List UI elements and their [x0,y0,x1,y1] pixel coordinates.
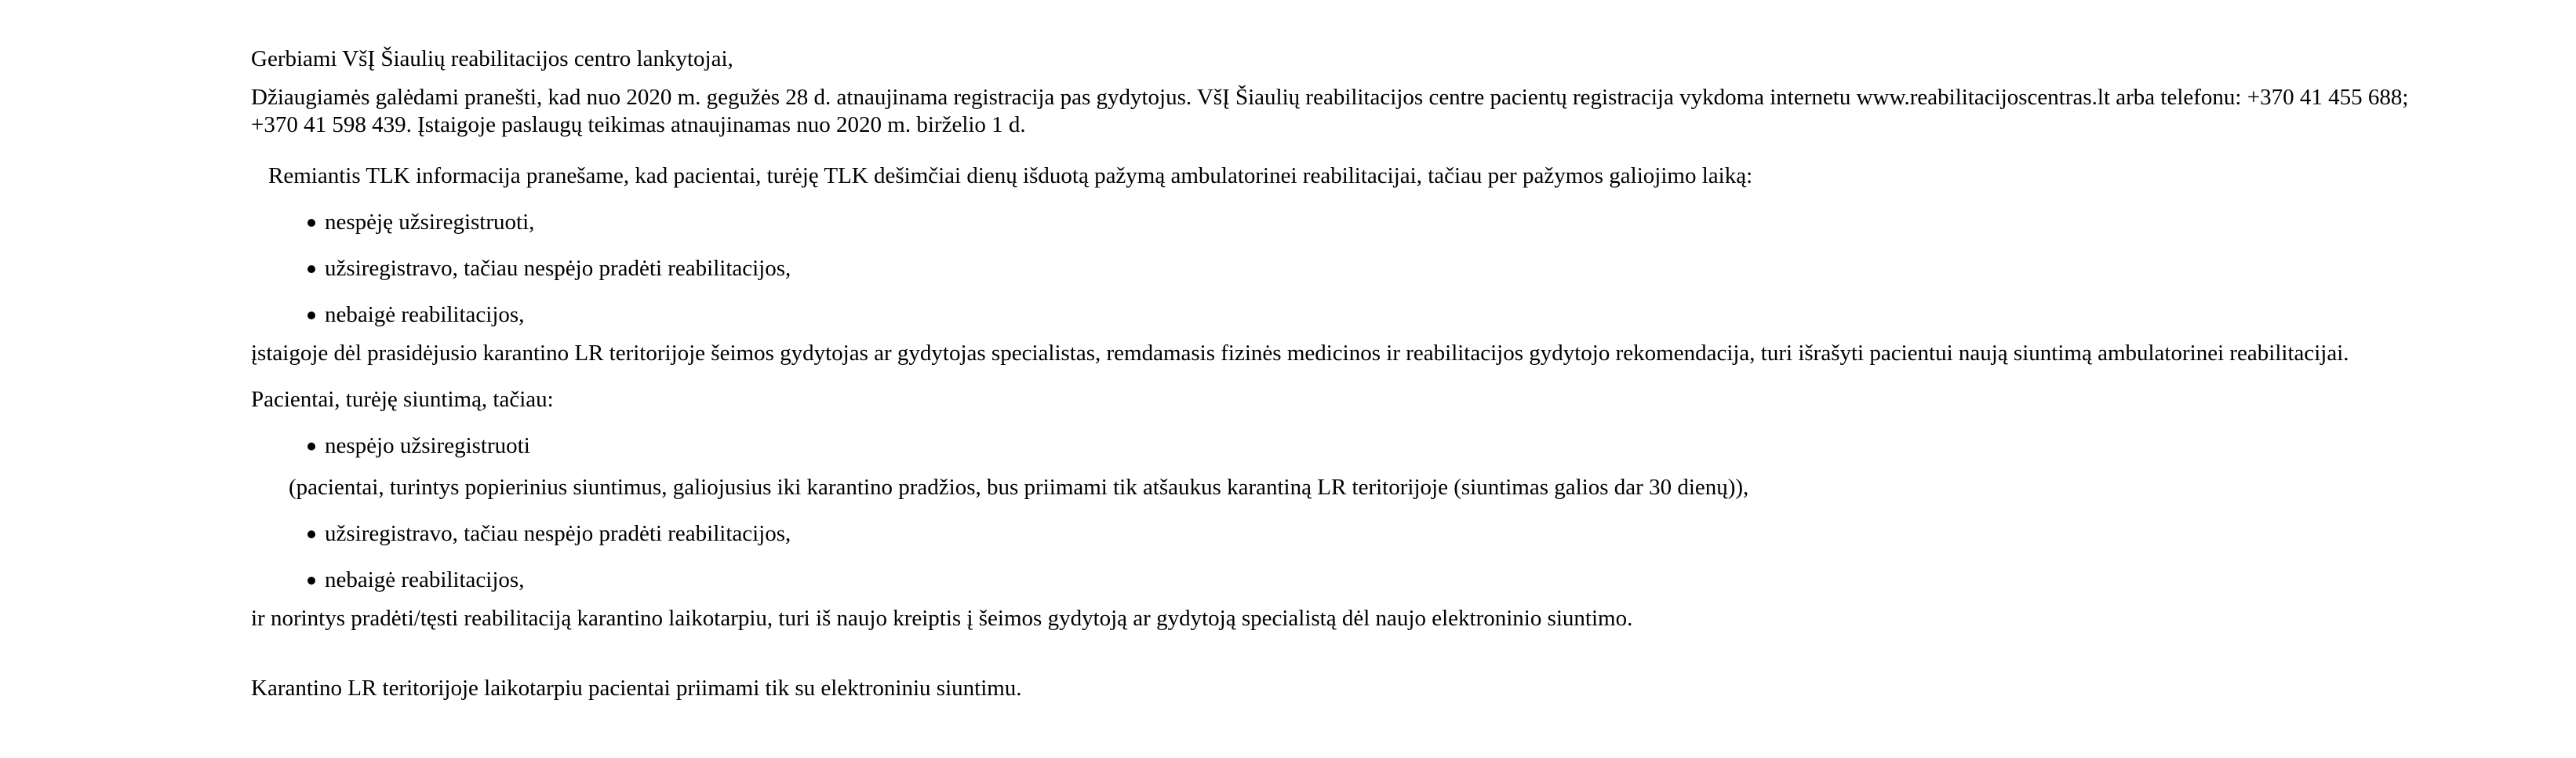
patients-conditions-list-first [251,432,2447,460]
list-item: užsiregistravo, tačiau nespėjo pradėti reabilitacijos, [251,520,2447,548]
list-item: nebaigė reabilitacijos, [251,301,2447,329]
tlk-info-paragraph: Remiantis TLK informacija pranešame, kad pacientai, turėję TLK dešimčiai dienų išduotą pažymą ambulatorinei reabilitacijai, tačiau per pažymos galiojimo laiką: [268,163,1753,188]
list-item: nespėjo užsiregistruoti [251,432,2447,460]
patients-intro-text: Pacientai, turėję siuntimą, tačiau: [251,387,554,412]
announcement-document [251,46,2447,702]
list-item: užsiregistravo, tačiau nespėjo pradėti reabilitacijos, [251,255,2447,282]
intro-paragraph: Džiaugiamės galėdami pranešti, kad nuo 2020 m. gegužės 28 d. atnaujinama registracija pas gydytojus. VšĮ Šiaulių reabilitacijos centre pacientų registracija vykdoma internetu www.reabilitacijoscentras.lt arba telefonu: +370 41 455 688; +370 41 598 439. Įstaigoje paslaugų teikimas atnaujinamas nuo 2020 m. birželio 1 d. [251,85,2409,137]
patients-conditions-list-rest [251,520,2447,594]
list-item: nebaigė reabilitacijos, [251,567,2447,594]
tlk-conditions-list [251,209,2447,329]
quarantine-referral-paragraph: įstaigoje dėl prasidėjusio karantino LR teritorijoje šeimos gydytojas ar gydytojas specialistas, remdamasis fizinės medicinos ir reabilitacijos gydytojo rekomendacija, turi išrašyti pacientui naują siuntimą ambulatorinei reabilitacijai. [251,341,2349,366]
electronic-referral-only-note: Karantino LR teritorijoje laikotarpiu pacientai priimami tik su elektroniniu siuntimu. [251,676,1022,701]
greeting-text: Gerbiami VšĮ Šiaulių reabilitacijos centro lankytojai, [251,46,733,71]
new-referral-instruction: ir norintys pradėti/tęsti reabilitaciją karantino laikotarpiu, turi iš naujo kreiptis į šeimos gydytoją ar gydytoją specialistą dėl naujo elektroninio siuntimo. [251,606,1633,631]
list-item: nespėję užsiregistruoti, [251,209,2447,236]
paper-referral-note: (pacientai, turintys popierinius siuntimus, galiojusius iki karantino pradžios, bus priimami tik atšaukus karantiną LR teritorijoje (siuntimas galios dar 30 dienų)), [289,475,1749,500]
